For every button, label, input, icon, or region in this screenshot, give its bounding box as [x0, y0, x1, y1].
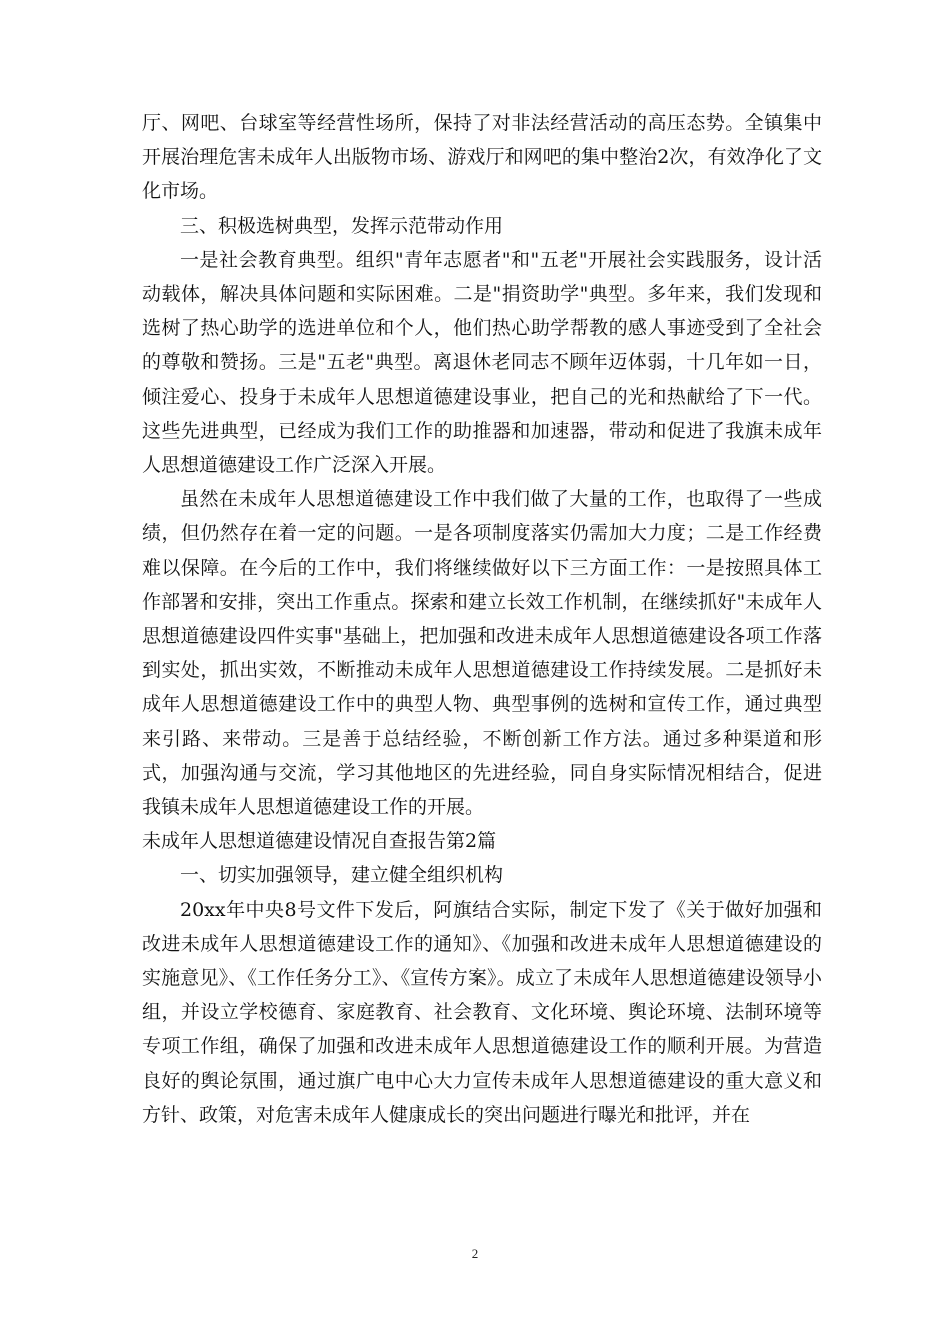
section-heading-one: 一、切实加强领导，建立健全组织机构 [180, 864, 504, 887]
page-number: 2 [471, 1246, 479, 1261]
document-body [142, 106, 822, 1132]
section-heading-three: 三、积极选树典型，发挥示范带动作用 [180, 214, 504, 237]
paragraph-continuation: 厅、网吧、台球室等经营性场所，保持了对非法经营活动的高压态势。全镇集中开展治理危害未成年人出版物市场、游戏厅和网吧的集中整治2次，有效净化了文化市场。 [142, 112, 822, 203]
paragraph-organization: 20xx年中央8号文件下发后，阿旗结合实际，制定下发了《关于做好加强和改进未成年人思想道德建设工作的通知》、《加强和改进未成年人思想道德建设的实施意见》、《工作任务分工》、《宣传方案》。成立了未成年人思想道德建设领导小组，并设立学校德育、家庭教育、社会教育、文化环境、舆论环境、法制环境等专项工作组，确保了加强和改进未成年人思想道德建设工作的顺利开展。为营造良好的舆论氛围，通过旗广电中心大力宣传未成年人思想道德建设的重大意义和方针、政策，对危害未成年人健康成长的突出问题进行曝光和批评，并在 [142, 898, 822, 1126]
paragraph-typical-examples: 一是社会教育典型。组织"青年志愿者"和"五老"开展社会实践服务，设计活动载体，解决具体问题和实际困难。二是"捐资助学"典型。多年来，我们发现和选树了热心助学的选进单位和个人，他们热心助学帮教的感人事迹受到了全社会的尊敬和赞扬。三是"五老"典型。离退休老同志不顾年迈体弱，十几年如一日，倾注爱心、投身于未成年人思想道德建设事业，把自己的光和热献给了下一代。这些先进典型，已经成为我们工作的助推器和加速器，带动和促进了我旗未成年人思想道德建设工作广泛深入开展。 [142, 248, 822, 477]
paragraph-problems-and-plans: 虽然在未成年人思想道德建设工作中我们做了大量的工作，也取得了一些成绩，但仍然存在着一定的问题。一是各项制度落实仍需加大力度；二是工作经费难以保障。在今后的工作中，我们将继续做好以下三方面工作：一是按照具体工作部署和安排，突出工作重点。探索和建立长效工作机制，在继续抓好"未成年人思想道德建设四件实事"基础上，把加强和改进未成年人思想道德建设各项工作落到实处，抓出实效，不断推动未成年人思想道德建设工作持续发展。二是抓好未成年人思想道德建设工作中的典型人物、典型事例的选树和宣传工作，通过典型来引路、来带动。三是善于总结经验，不断创新工作方法。通过多种渠道和形式，加强沟通与交流，学习其他地区的先进经验，同自身实际情况相结合，促进我镇未成年人思想道德建设工作的开展。 [142, 488, 822, 819]
article-title: 未成年人思想道德建设情况自查报告第2篇 [142, 830, 497, 853]
